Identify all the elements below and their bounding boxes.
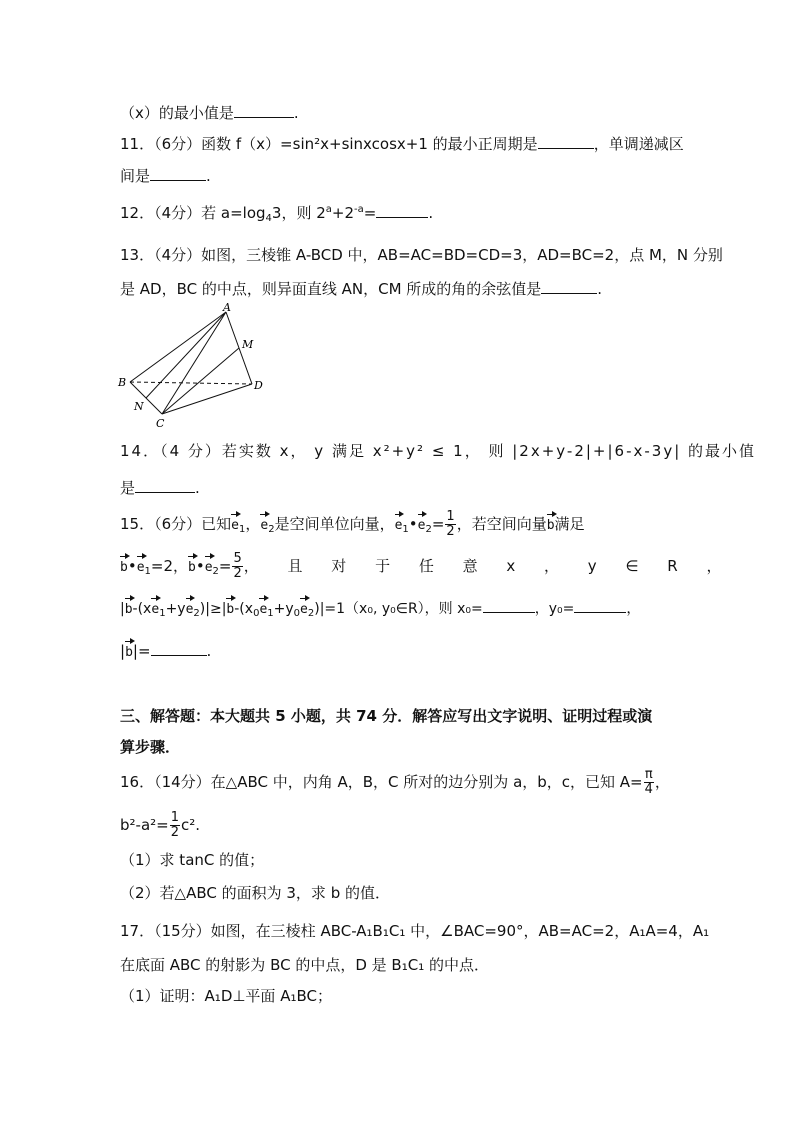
equals: = — [431, 515, 445, 533]
dot-operator: • — [408, 515, 418, 533]
fraction-pi-over-4: $\frac{\pi}{4}$ — [644, 767, 653, 797]
q15-line4 — [120, 639, 211, 663]
q11-text: 11．（6分）函数 f（x）=sin²x+sinxcosx+1 的最小正周期是 — [120, 135, 538, 153]
subscript: 1 — [267, 608, 274, 619]
period: . — [206, 642, 212, 660]
q16-part2 — [120, 883, 390, 903]
section-heading — [120, 706, 652, 726]
q11-text-cont: ，单调递减区 — [593, 135, 684, 153]
q16-text: 16．（14分）在△ABC 中，内角 A，B，C 所对的边分别为 a，b，c，已知 A= — [120, 773, 643, 791]
q14-line1 — [120, 441, 756, 461]
abs-bar: | — [120, 601, 125, 617]
q12 — [120, 203, 433, 223]
q11-line1 — [120, 134, 684, 154]
q14-text: 14．（4 分）若实数 x， y 满足 x²+y² ≤ 1， 则 |2x+y-2|+|6-x-3y| 的最小值 — [120, 442, 757, 460]
q13-line2 — [120, 279, 602, 299]
label-C: C — [156, 417, 165, 430]
subscript: 2 — [193, 608, 200, 619]
label-N: N — [134, 400, 144, 413]
dot-operator: • — [195, 557, 205, 575]
q16-part1-text: （1）求 tanC 的值； — [120, 851, 265, 869]
q15-line2 — [120, 552, 722, 581]
q13-line1 — [120, 245, 723, 265]
answer-blank[interactable] — [376, 203, 428, 218]
subscript: 2 — [425, 524, 432, 535]
label-A: A — [223, 302, 231, 314]
answer-blank-x0[interactable] — [483, 598, 535, 613]
vector-e1: e — [259, 596, 267, 620]
q14-text: 是 — [120, 479, 136, 497]
abs-bar: | — [120, 642, 126, 660]
answer-blank[interactable] — [135, 478, 195, 493]
log-base: 4 — [265, 213, 272, 224]
q10-tail — [120, 103, 299, 123]
edge-AC — [162, 312, 226, 414]
q15-text: ，若空间向量 — [456, 515, 547, 533]
q12-text: 12．（4分）若 a=log — [120, 204, 266, 222]
q15-text: =2， — [150, 557, 189, 575]
fraction-five-halves: $\frac{5}{2}$ — [233, 551, 242, 581]
q15-math: ， — [626, 601, 641, 617]
q17-text: 17．（15分）如图，在三棱柱 ABC-A₁B₁C₁ 中，∠BAC=90°，AB=AC=2，A₁A=4，A₁ — [120, 922, 710, 940]
segment-AN — [146, 312, 226, 398]
q13-text: 13．（4分）如图，三棱锥 A-BCD 中，AB=AC=BD=CD=3，AD=BC=2，点 M，N 分别 — [120, 246, 723, 264]
q15-math: |= — [132, 642, 151, 660]
q16-text: b²-a²= — [120, 816, 169, 834]
vector-b: b — [188, 554, 196, 578]
tetrahedron-figure — [110, 302, 270, 432]
answer-blank[interactable] — [541, 279, 597, 294]
section-heading-cont — [120, 737, 180, 757]
label-M: M — [242, 338, 254, 351]
q17-line2 — [120, 955, 489, 975]
edge-CD — [162, 384, 252, 414]
subscript: 2 — [212, 566, 219, 577]
q16-text: c². — [181, 816, 201, 834]
answer-blank[interactable] — [150, 166, 206, 181]
vector-e2: e — [186, 596, 194, 620]
vector-e2: e — [418, 512, 426, 536]
dot-operator: • — [127, 557, 137, 575]
label-B: B — [118, 376, 127, 389]
q15-math: +y — [165, 601, 186, 617]
section-heading-text: 算步骤． — [120, 738, 181, 756]
q17-line1 — [120, 921, 709, 941]
vector-e2: e — [205, 554, 213, 578]
answer-blank-b-norm[interactable] — [151, 641, 207, 656]
q15-math: )|≥| — [199, 601, 227, 617]
subscript: 2 — [268, 524, 275, 535]
equals: = — [218, 557, 232, 575]
subscript: 1 — [159, 608, 166, 619]
period: . — [206, 167, 211, 185]
fraction-one-half: $\frac{1}{2}$ — [170, 810, 180, 840]
q16-line2 — [120, 811, 200, 840]
subscript: 1 — [402, 524, 409, 535]
period: . — [195, 479, 200, 497]
fraction-one-half: $\frac{1}{2}$ — [446, 509, 455, 539]
q15-line3 — [120, 596, 640, 620]
q12-text: +2 — [331, 204, 355, 222]
subscript: 2 — [307, 608, 315, 619]
exponent: a — [325, 204, 332, 215]
q13-text: 是 AD，BC 的中点，则异面直线 AN，CM 所成的角的余弦值是 — [120, 280, 542, 298]
q12-text: = — [363, 204, 377, 222]
vector-b: b — [120, 554, 128, 578]
exponent: -a — [354, 204, 364, 215]
q16-text: ， — [654, 773, 670, 791]
q12-text: 3，则 2 — [271, 204, 326, 222]
period: . — [597, 280, 603, 298]
q11-line2 — [120, 166, 211, 186]
vector-e1: e — [151, 596, 159, 620]
vector-b: b — [125, 596, 133, 620]
subscript: 1 — [144, 566, 151, 577]
q16-line1 — [120, 768, 670, 797]
subscript: 0 — [293, 608, 301, 619]
q15-math: ，y₀= — [534, 601, 575, 617]
q16-part2-text: （2）若△ABC 的面积为 3，求 b 的值． — [120, 884, 390, 902]
answer-blank[interactable] — [234, 103, 294, 118]
period: . — [293, 104, 299, 122]
q15-text: 15．（6分）已知 — [120, 515, 232, 533]
q14-line2 — [120, 478, 200, 498]
q17-part1 — [120, 986, 332, 1006]
segment-CM — [162, 348, 239, 414]
vector-b: b — [226, 596, 234, 620]
vector-b: b — [547, 512, 555, 536]
vector-e1: e — [395, 512, 403, 536]
vector-e2: e — [300, 596, 308, 620]
q11-text-cont: 间是 — [120, 167, 151, 185]
label-D: D — [254, 379, 263, 392]
vector-e1: e — [137, 554, 145, 578]
q16-part1 — [120, 850, 264, 870]
section-heading-text: 三、解答题：本大题共 5 小题，共 74 分．解答应写出文字说明、证明过程或演 — [120, 707, 653, 725]
q15-text: 满足 — [554, 515, 585, 533]
answer-blank[interactable] — [538, 134, 594, 149]
q17-text: 在底面 ABC 的射影为 BC 的中点，D 是 B₁C₁ 的中点． — [120, 956, 489, 974]
vector-e1: e — [231, 512, 239, 536]
answer-blank-y0[interactable] — [574, 598, 626, 613]
q10-text: （x）的最小值是 — [120, 104, 234, 122]
q15-math: )|=1（x₀, y₀∈R），则 x₀= — [314, 601, 483, 617]
q15-text: ， — [245, 515, 261, 533]
q17-part1-text: （1）证明：A₁D⊥平面 A₁BC； — [120, 987, 332, 1005]
q15-text: 是空间单位向量， — [274, 515, 395, 533]
q15-math: +y — [273, 601, 294, 617]
subscript: 1 — [238, 524, 246, 535]
subscript: 0 — [253, 608, 260, 619]
q15-math: -(x — [234, 601, 254, 617]
q15-math: -(x — [132, 601, 152, 617]
q15-line1 — [120, 510, 585, 539]
vector-e2: e — [260, 512, 268, 536]
q15-text: ， 且 对 于 任 意 x ， y ∈ R ， — [243, 557, 723, 575]
edge-BD-hidden — [130, 382, 252, 384]
period: . — [428, 204, 434, 222]
vector-b: b — [125, 639, 133, 663]
